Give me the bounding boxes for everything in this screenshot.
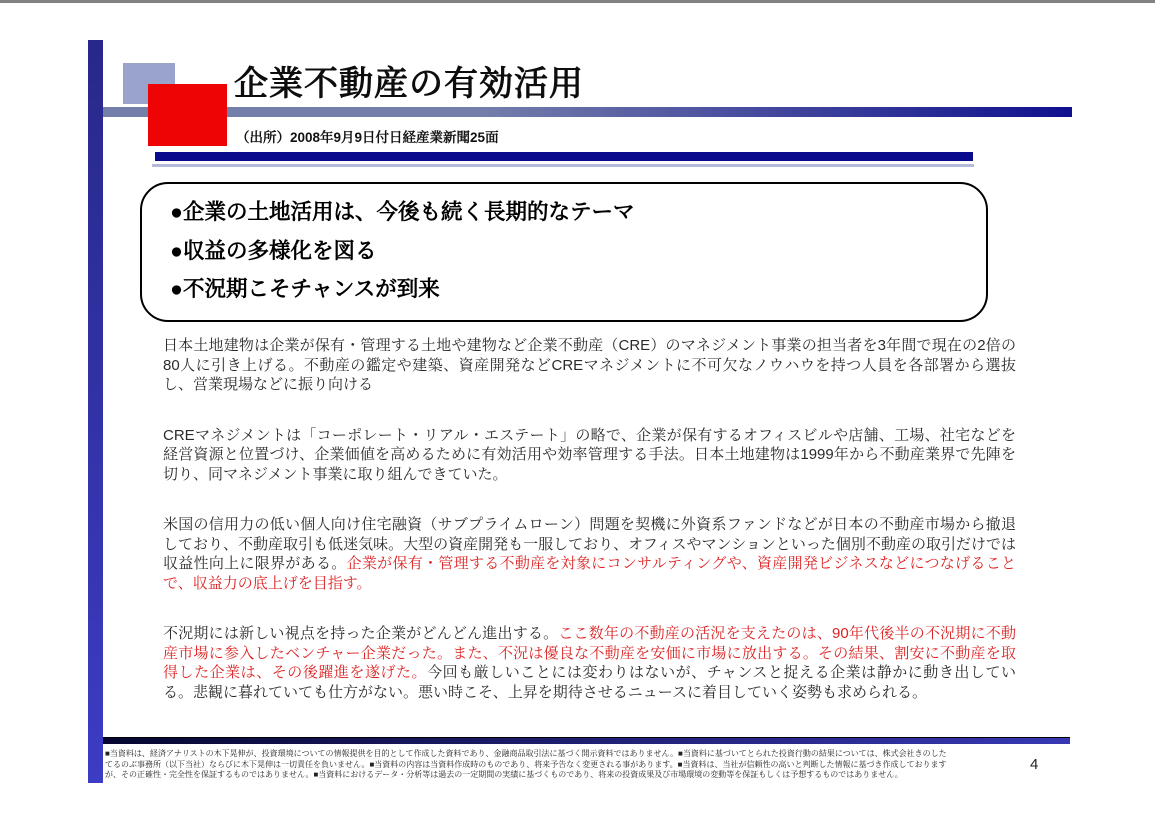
text-segment-red: ここ数年の不動産の活況を支えたのは、90年代後半の不況期に不動産市場に参入したベンチャー企業だった。また、不況は優良な不動産を安価に市場に放出する。その結果、割安に不動産を取得した企業は、その後躍進を遂げた。 xyxy=(163,625,1016,681)
body-text xyxy=(163,336,1016,733)
body-paragraph xyxy=(163,426,1016,485)
page-number: 4 xyxy=(1030,756,1039,773)
body-paragraph xyxy=(163,624,1016,702)
text-segment-black: 不況期には新しい視点を持った企業がどんどん進出する。 xyxy=(163,625,559,642)
disclaimer-line: が、その正確性・完全性を保証するものではありません。■当資料におけるデータ・分析等は過去の一定期間の実績に基づくものであり、将来の投資成果及び市場環境の変動等を保証もしくは予想するものではありません。 xyxy=(105,770,903,780)
body-paragraph xyxy=(163,515,1016,593)
navy-divider-bar xyxy=(155,152,973,161)
text-segment-black: 今回も厳しいことには変わりはないが、チャンスと捉える企業は静かに動き出している。悲観に暮れていても仕方がない。悪い時こそ、上昇を期待させるニュースに着目していく姿勢も求められる。 xyxy=(163,664,1016,701)
footer-disclaimer xyxy=(105,749,1015,781)
red-accent-square xyxy=(148,84,227,146)
source-citation: （出所）2008年9月9日付日経産業新聞25面 xyxy=(236,130,499,145)
summary-bullet: ●企業の土地活用は、今後も続く長期的なテーマ xyxy=(170,200,635,224)
disclaimer-line: てるのぶ事務所（以下当社）ならびに木下晃伸は一切責任を負いません。■当資料の内容は当資料作成時のものであり、将来予告なく変更される事があります。■当資料は、当社が信頼性の高いと判断した情報に基づき作成しております xyxy=(105,759,947,769)
text-segment-black: 米国の信用力の低い個人向け住宅融資（サブプライムローン）問題を契機に外資系ファンドなどが日本の不動産市場から撤退しており、不動産取引も低迷気味。大型の資産開発も一服しており、オフィスやマンションといった個別不動産の取引だけでは収益性向上に限界がある。 xyxy=(163,516,1016,572)
body-paragraph xyxy=(163,336,1016,395)
summary-bullet: ●不況期こそチャンスが到来 xyxy=(170,277,440,302)
text-segment-black: 日本土地建物は企業が保有・管理する土地や建物など企業不動産（CRE）のマネジメント事業の担当者を3年間で現在の2倍の80人に引き上げる。不動産の鑑定や建築、資産開発などCREマネジメントに不可欠なノウハウを持つ人員を各部署から選抜し、営業現場などに振り向ける xyxy=(163,337,1016,393)
disclaimer-line: ■当資料は、経済アナリストの木下晃伸が、投資環境についての情報提供を目的として作成した資料であり、金融商品取引法に基づく開示資料ではありません。■当資料に基づいてとられた投資行動の結果については、株式会社きのした xyxy=(105,749,947,758)
summary-bullet: ●収益の多様化を図る xyxy=(170,238,377,263)
top-border-strip xyxy=(0,0,1155,3)
thin-divider-line xyxy=(152,164,974,167)
text-segment-red: 企業が保有・管理する不動産を対象にコンサルティングや、資産開発ビジネスなどにつなげることで、収益力の底上げを目指す。 xyxy=(163,555,1016,592)
summary-bullet-list xyxy=(140,182,988,322)
footer-gradient-bar xyxy=(88,737,1070,744)
page-title: 企業不動産の有効活用 xyxy=(234,65,584,103)
left-accent-bar xyxy=(88,40,103,783)
text-segment-black: CREマネジメントは「コーポレート・リアル・エステート」の略で、企業が保有するオフィスビルや店舗、工場、社宅などを経営資源と位置づけ、企業価値を高めるために有効活用や効率管理する手法。日本土地建物は1999年から不動産業界で先陣を切り、同マネジメント事業に取り組んできていた。 xyxy=(163,426,1016,483)
header-gradient-bar xyxy=(88,107,1072,117)
